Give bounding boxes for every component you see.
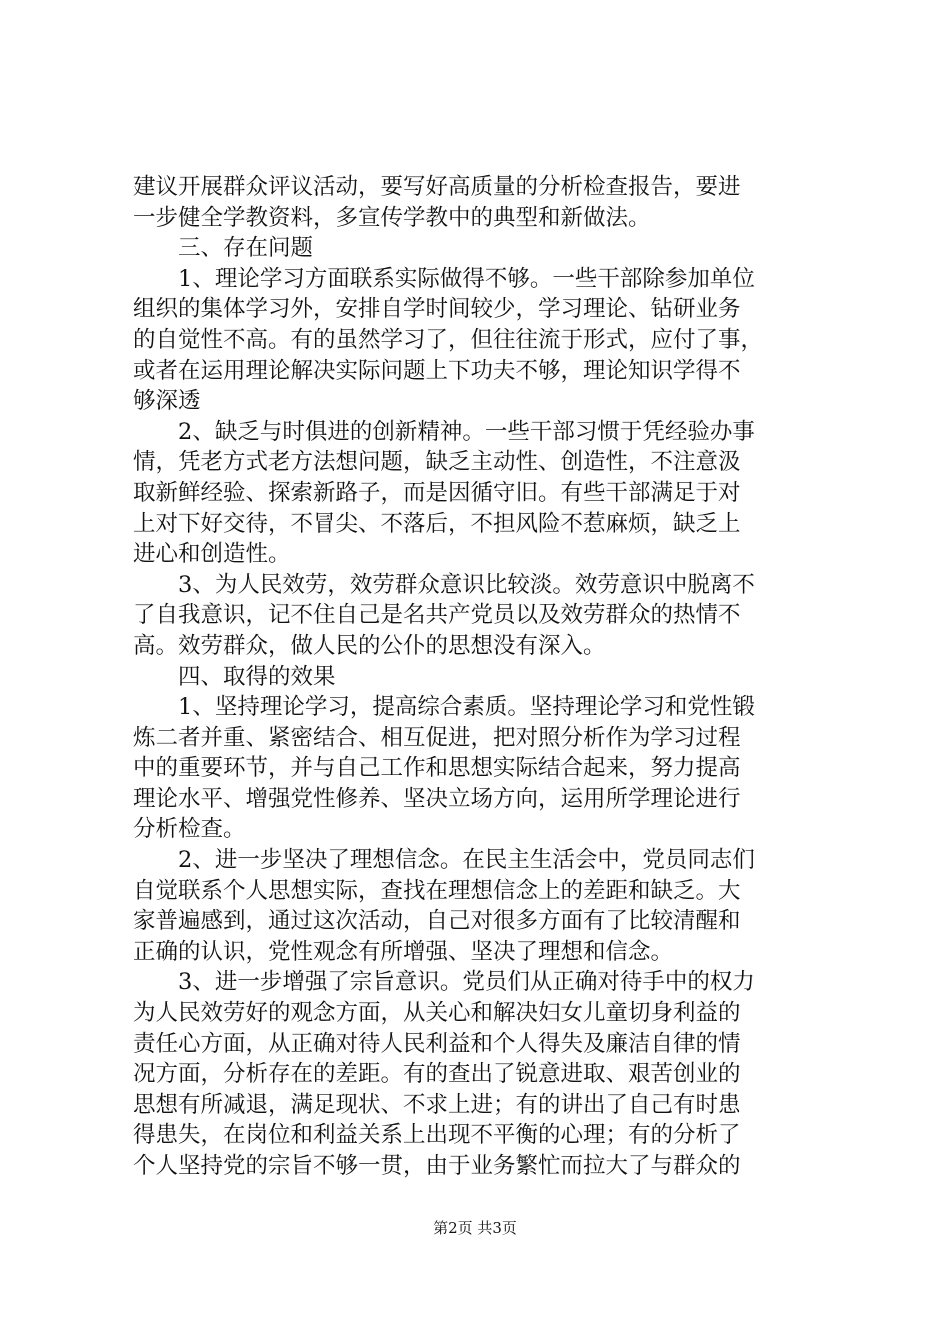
text-line: 个人坚持党的宗旨不够一贯，由于业务繁忙而拉大了与群众的 bbox=[133, 1153, 741, 1179]
document-body bbox=[133, 172, 833, 1182]
text-line: 家普遍感到，通过这次活动，自己对很多方面有了比较清醒和 bbox=[133, 908, 741, 935]
text-line: 一步健全学教资料，多宣传学教中的典型和新做法。 bbox=[133, 204, 651, 231]
text-line: 高。效劳群众，做人民的公仆的思想没有深入。 bbox=[133, 632, 606, 659]
text-line: 理论水平、增强党性修养、坚决立场方向，运用所学理论进行 bbox=[133, 785, 741, 812]
text-line: 思想有所减退，满足现状、不求上进；有的讲出了自己有时患 bbox=[133, 1091, 741, 1118]
page-number-footer: 第2页 共3页 bbox=[433, 1219, 517, 1237]
section-heading: 三、存在问题 bbox=[133, 235, 314, 262]
text-line: 3、进一步增强了宗旨意识。党员们从正确对待手中的权力 bbox=[133, 969, 755, 996]
text-line: 1、坚持理论学习，提高综合素质。坚持理论学习和党性锻 bbox=[133, 694, 755, 721]
text-line: 2、进一步坚决了理想信念。在民主生活会中，党员同志们 bbox=[133, 847, 755, 874]
text-line: 2、缺乏与时俱进的创新精神。一些干部习惯于凭经验办事 bbox=[133, 418, 755, 445]
text-line: 建议开展群众评议活动，要写好高质量的分析检查报告，要进 bbox=[133, 174, 741, 200]
text-line: 组织的集体学习外，安排自学时间较少，学习理论、钻研业务 bbox=[133, 296, 741, 323]
text-line: 得患失，在岗位和利益关系上出现不平衡的心理；有的分析了 bbox=[133, 1122, 741, 1149]
section-heading: 四、取得的效果 bbox=[133, 663, 336, 690]
text-line: 或者在运用理论解决实际问题上下功夫不够，理论知识学得不 bbox=[133, 357, 741, 384]
text-line: 中的重要环节，并与自己工作和思想实际结合起来，努力提高 bbox=[133, 755, 741, 782]
text-line: 的自觉性不高。有的虽然学习了，但往往流于形式，应付了事， bbox=[133, 326, 764, 353]
text-line: 够深透 bbox=[133, 388, 201, 415]
text-line: 自觉联系个人思想实际，查找在理想信念上的差距和缺乏。大 bbox=[133, 877, 741, 904]
text-line: 正确的认识，党性观念有所增强、坚决了理想和信念。 bbox=[133, 938, 674, 965]
text-line: 1、理论学习方面联系实际做得不够。一些干部除参加单位 bbox=[133, 265, 755, 292]
text-line: 为人民效劳好的观念方面，从关心和解决妇女儿童切身利益的 bbox=[133, 1000, 741, 1027]
text-line: 况方面，分析存在的差距。有的查出了锐意进取、艰苦创业的 bbox=[133, 1061, 741, 1088]
text-line: 情，凭老方式老方法想问题，缺乏主动性、创造性，不注意汲 bbox=[133, 449, 741, 476]
text-line: 上对下好交待，不冒尖、不落后，不担风险不惹麻烦，缺乏上 bbox=[133, 510, 741, 537]
text-line: 进心和创造性。 bbox=[133, 541, 291, 568]
text-line: 分析检查。 bbox=[133, 816, 246, 843]
text-line: 3、为人民效劳，效劳群众意识比较淡。效劳意识中脱离不 bbox=[133, 571, 755, 598]
text-line: 了自我意识，记不住自己是名共产党员以及效劳群众的热情不 bbox=[133, 602, 741, 629]
text-line: 炼二者并重、紧密结合、相互促进，把对照分析作为学习过程 bbox=[133, 724, 741, 751]
text-line: 取新鲜经验、探索新路子，而是因循守旧。有些干部满足于对 bbox=[133, 479, 741, 506]
text-line: 责任心方面，从正确对待人民利益和个人得失及廉洁自律的情 bbox=[133, 1030, 741, 1057]
